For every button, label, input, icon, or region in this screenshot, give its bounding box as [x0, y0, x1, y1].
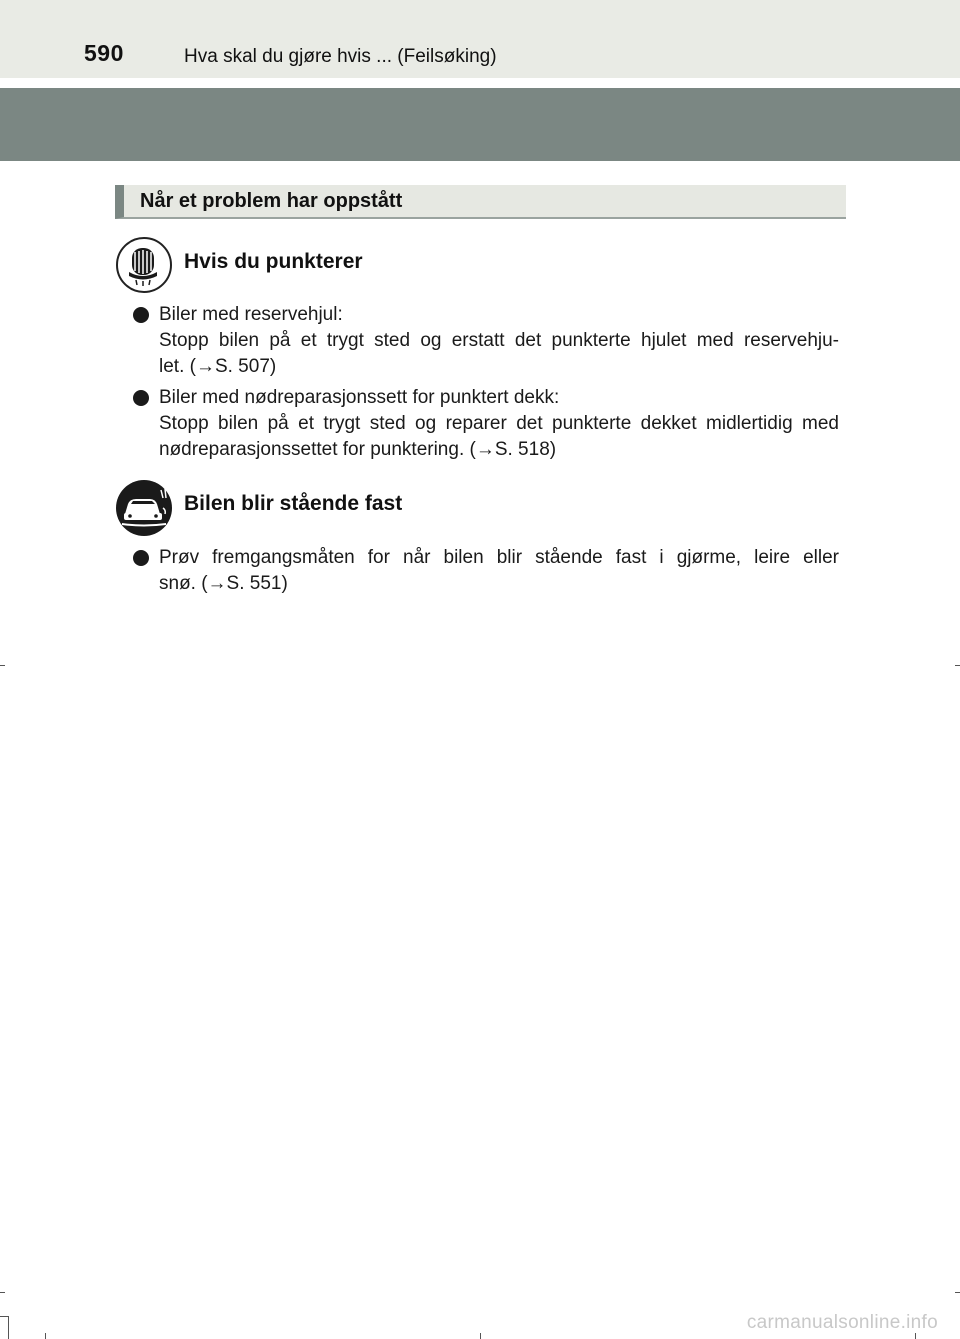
list-item — [133, 545, 839, 597]
crop-mark — [0, 665, 5, 666]
page-number: 590 — [84, 40, 124, 66]
flat-tire-icon — [116, 237, 172, 293]
bullet-icon — [133, 307, 149, 323]
bullet-icon — [133, 390, 149, 406]
list-item — [133, 385, 839, 463]
crop-mark — [955, 1292, 960, 1293]
crop-mark — [45, 1333, 46, 1339]
bullet-label: Biler med nødreparasjonssett for punktert dekk: — [159, 387, 560, 408]
header-banner — [0, 88, 960, 161]
chapter-title: Hva skal du gjøre hvis ... (Feilsøking) — [184, 46, 497, 67]
section-header — [115, 185, 846, 219]
bullet-line: Stopp bilen på et trygt sted og erstatt det punkterte hjulet med reservehju- — [159, 330, 839, 351]
watermark: carmanualsonline.info — [746, 1312, 938, 1333]
bullet-line: let. (→S. 507) — [159, 356, 277, 377]
topic-heading-stuck-car: Bilen blir stående fast — [184, 492, 403, 515]
bullet-line: snø. (→S. 551) — [159, 573, 288, 594]
bullet-line: Stopp bilen på et trygt sted og reparer det punkterte dekket midlertidig med — [159, 413, 839, 434]
crop-mark — [480, 1333, 481, 1339]
crop-mark — [0, 1292, 5, 1293]
stuck-car-icon — [116, 480, 172, 536]
bullet-line: nødreparasjonssettet for punktering. (→S. 518) — [159, 439, 557, 460]
list-item — [133, 302, 839, 380]
crop-mark — [0, 1316, 8, 1317]
topic-heading-flat-tire: Hvis du punkterer — [184, 250, 363, 273]
crop-mark — [8, 1316, 9, 1339]
section-title: Når et problem har oppstått — [140, 190, 403, 212]
bullet-line: Prøv fremgangsmåten for når bilen blir stående fast i gjørme, leire eller — [159, 547, 839, 568]
bullet-icon — [133, 550, 149, 566]
bullet-label: Biler med reservehjul: — [159, 304, 343, 325]
crop-mark — [955, 665, 960, 666]
